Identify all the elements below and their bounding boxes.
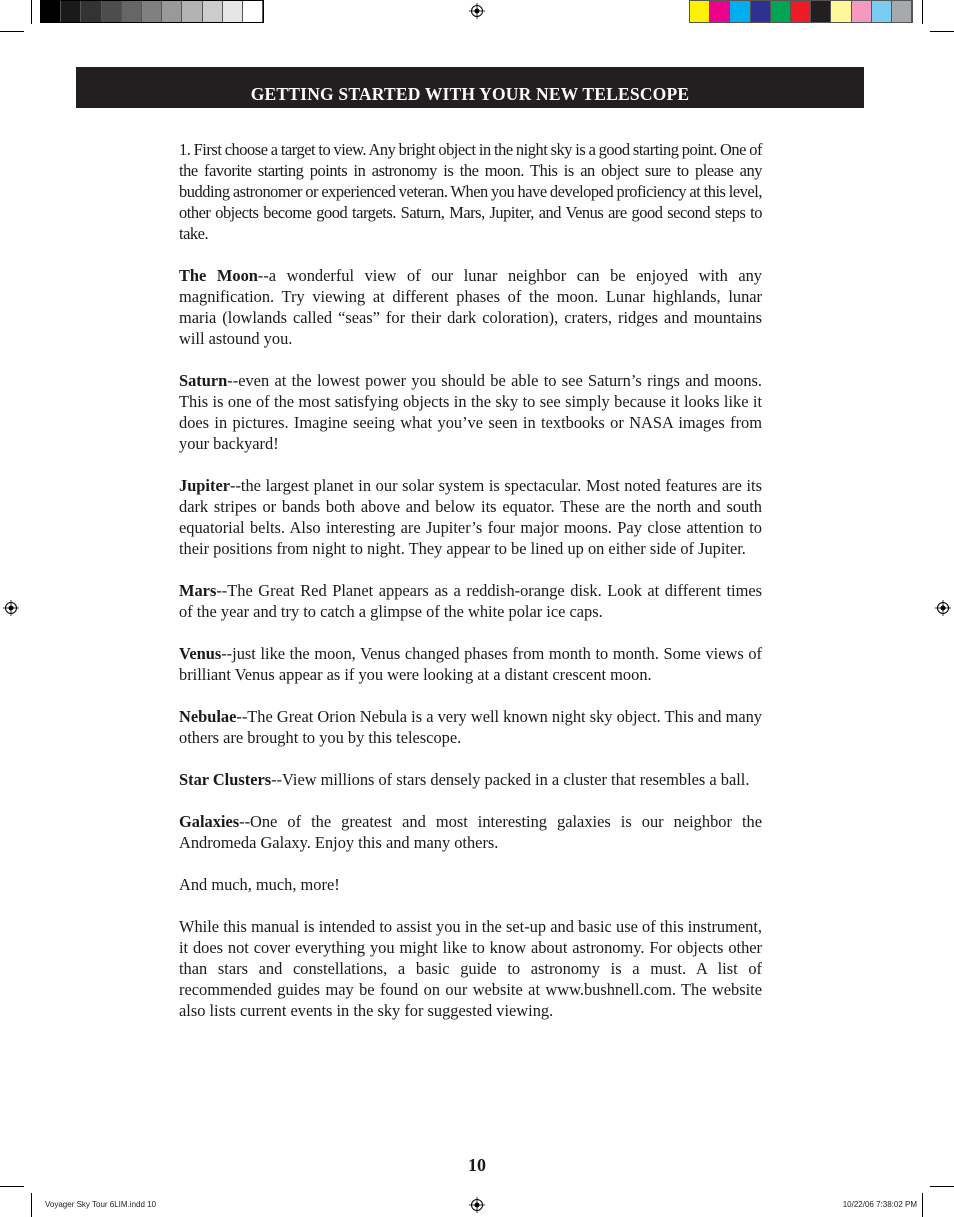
target-paragraph-saturn — [179, 370, 762, 454]
target-description: --The Great Orion Nebula is a very well known night sky object. This and many others are brought to you by this telescope. — [179, 707, 762, 747]
section-title: GETTING STARTED WITH YOUR NEW TELESCOPE — [250, 84, 690, 104]
target-description: --View millions of stars densely packed in a cluster that resembles a ball. — [271, 770, 750, 789]
page-number: 10 — [468, 1155, 486, 1175]
crop-mark — [0, 1186, 24, 1187]
gray-swatch — [122, 1, 142, 22]
crop-mark — [922, 0, 923, 24]
target-description: --a wonderful view of our lunar neighbor can be enjoyed with any magnification. Try viewing at different phases of the moon. Lunar highlands, lunar maria (lowlands called “seas” for their dark coloration), craters, ridges and mountains will astound you. — [179, 266, 763, 348]
target-name: Venus — [179, 644, 222, 663]
target-description: --One of the greatest and most interesting galaxies is our neighbor the Andromeda Galaxy. Enjoy this and many others. — [179, 812, 762, 852]
target-name: Jupiter — [179, 476, 230, 495]
target-name: Saturn — [179, 371, 228, 390]
intro-paragraph: 1. First choose a target to view. Any bright object in the night sky is a good starting point. One of the favorite starting points in astronomy is the moon. This is an object sure to please any budding astronomer or experienced veteran. When you have developed proficiency at this level, other objects become good targets. Saturn, Mars, Jupiter, and Venus are good second steps to take. — [179, 140, 762, 243]
crop-mark — [930, 1186, 954, 1187]
closing-paragraph: While this manual is intended to assist you in the set-up and basic use of this instrument, it does not cover everything you might like to know about astronomy. For objects other than stars and constellations, a basic guide to astronomy is a must. A list of recommended guides may be found on our website at www.bushnell.com. The website also lists current events in the sky for suggested viewing. — [179, 917, 762, 1020]
crop-mark — [0, 31, 24, 32]
crop-mark — [31, 0, 32, 24]
gray-swatch — [81, 1, 101, 22]
color-calibration-bar — [689, 0, 913, 23]
color-swatch — [690, 1, 710, 22]
target-paragraph-jupiter — [179, 475, 762, 559]
color-swatch — [751, 1, 771, 22]
target-paragraph-venus — [179, 643, 762, 685]
gray-swatch — [182, 1, 202, 22]
page-body — [179, 139, 762, 1042]
target-paragraph-moon — [179, 265, 762, 349]
section-header — [76, 67, 864, 108]
target-description: --just like the moon, Venus changed phases from month to month. Some views of brilliant Venus appear as if you were looking at a distant crescent moon. — [179, 644, 762, 684]
target-name: Star Clusters — [179, 770, 272, 789]
gray-swatch — [243, 1, 263, 22]
target-name: Galaxies — [179, 812, 240, 831]
target-name: The Moon — [179, 266, 258, 285]
target-paragraph-star-clusters — [179, 769, 762, 790]
gray-swatch — [102, 1, 122, 22]
target-paragraph-nebulae — [179, 706, 762, 748]
target-description: --The Great Red Planet appears as a reddish-orange disk. Look at different times of the year and try to catch a glimpse of the white polar ice caps. — [179, 581, 762, 621]
color-swatch — [872, 1, 892, 22]
target-paragraph-mars — [179, 580, 762, 622]
gray-swatch — [203, 1, 223, 22]
target-description: --even at the lowest power you should be able to see Saturn’s rings and moons. This is one of the most satisfying objects in the sky to see simply because it looks like it does in pictures. Imagine seeing what you’ve seen in textbooks or NASA images from your backyard! — [179, 371, 762, 453]
registration-target-icon — [3, 600, 19, 616]
grayscale-calibration-bar — [40, 0, 264, 23]
gray-swatch — [61, 1, 81, 22]
file-slug: Voyager Sky Tour 6LIM.indd 10 — [45, 1200, 157, 1209]
color-swatch — [811, 1, 831, 22]
more-paragraph: And much, much, more! — [179, 875, 340, 894]
crop-mark — [930, 31, 954, 32]
crop-mark — [922, 1193, 923, 1217]
crop-mark — [31, 1193, 32, 1217]
gray-swatch — [162, 1, 182, 22]
target-description: --the largest planet in our solar system is spectacular. Most noted features are its dark stripes or bands both above and below its equator. These are the north and south equatorial belts. Also interesting are Jupiter’s four major moons. Pay close attention to their positions from night to night. They appear to be lined up on either side of Jupiter. — [179, 476, 762, 558]
target-name: Nebulae — [179, 707, 237, 726]
color-swatch — [791, 1, 811, 22]
gray-swatch — [223, 1, 243, 22]
registration-target-icon — [469, 1197, 485, 1213]
target-paragraph-galaxies — [179, 811, 762, 853]
target-name: Mars — [179, 581, 217, 600]
color-swatch — [771, 1, 791, 22]
gray-swatch — [142, 1, 162, 22]
registration-target-icon — [469, 3, 485, 19]
color-swatch — [710, 1, 730, 22]
registration-target-icon — [935, 600, 951, 616]
gray-swatch — [41, 1, 61, 22]
color-swatch — [892, 1, 912, 22]
color-swatch — [730, 1, 750, 22]
color-swatch — [831, 1, 851, 22]
timestamp-slug: 10/22/06 7:38:02 PM — [842, 1200, 917, 1209]
color-swatch — [852, 1, 872, 22]
